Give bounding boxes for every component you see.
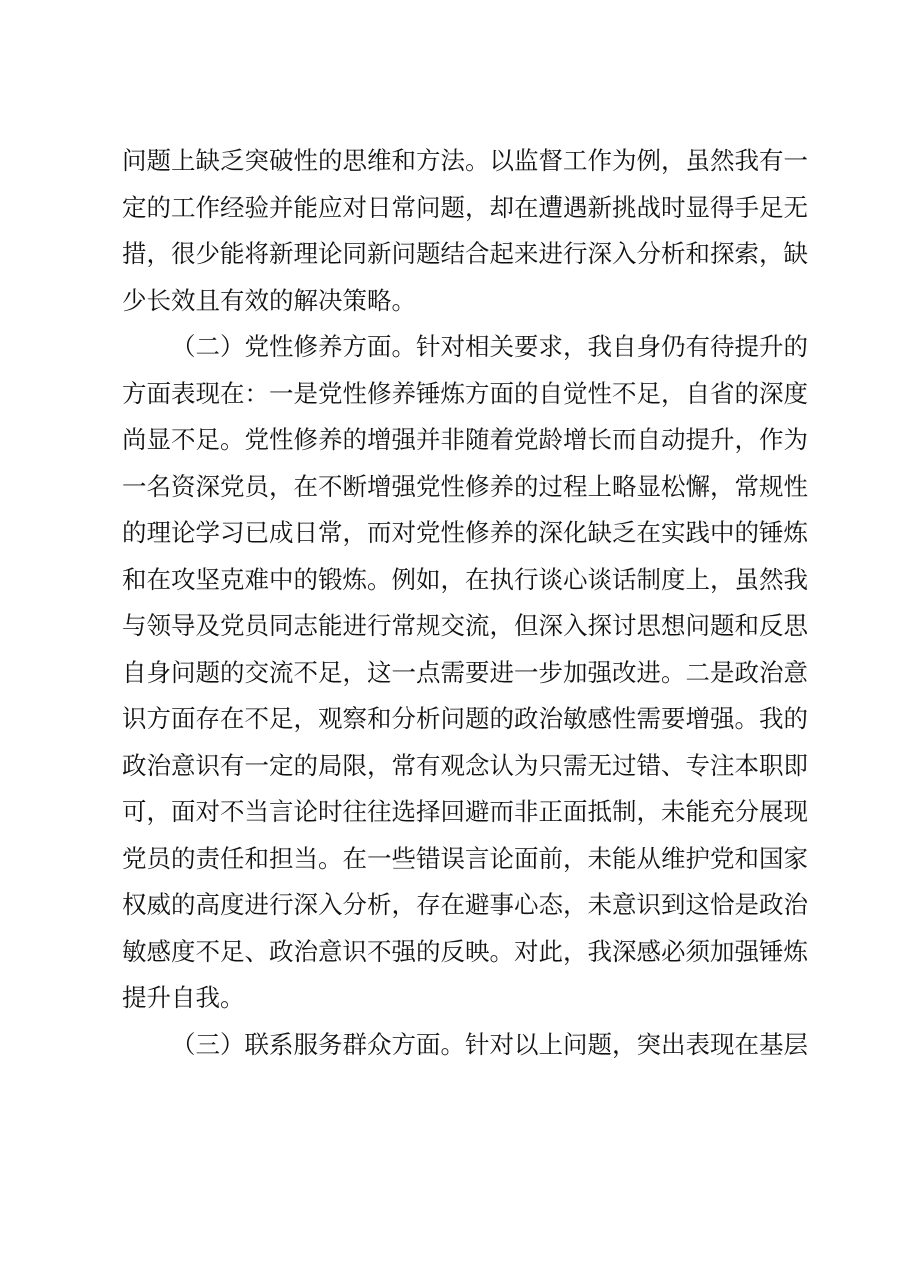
document-body [122,138,808,1068]
paragraph-continuation: 问题上缺乏突破性的思维和方法。以监督工作为例，虽然我有一定的工作经验并能应对日常问题，却在遭遇新挑战时显得手足无措，很少能将新理论同新问题结合起来进行深入分析和探索，缺少长效且有效的解决策略。 [122,146,808,315]
paragraph-party-spirit: （二）党性修养方面。针对相关要求，我自身仍有待提升的方面表现在：一是党性修养锤炼方面的自觉性不足，自省的深度尚显不足。党性修养的增强并非随着党龄增长而自动提升，作为一名资深党员，在不断增强党性修养的过程上略显松懈，常规性的理论学习已成日常，而对党性修养的深化缺乏在实践中的锤炼和在攻坚克难中的锻炼。例如，在执行谈心谈话制度上，虽然我与领导及党员同志能进行常规交流，但深入探讨思想问题和反思自身问题的交流不足，这一点需要进一步加强改进。二是政治意识方面存在不足，观察和分析问题的政治敏感性需要增强。我的政治意识有一定的局限，常有观念认为只需无过错、专注本职即可，面对不当言论时往往选择回避而非正面抵制，未能充分展现党员的责任和担当。在一些错误言论面前，未能从维护党和国家权威的高度进行深入分析，存在避事心态，未意识到这恰是政治敏感度不足、政治意识不强的反映。对此，我深感必须加强锤炼提升自我。 [122,332,808,1012]
paragraph-serving-masses: （三）联系服务群众方面。针对以上问题，突出表现在基层 [171,1029,808,1059]
